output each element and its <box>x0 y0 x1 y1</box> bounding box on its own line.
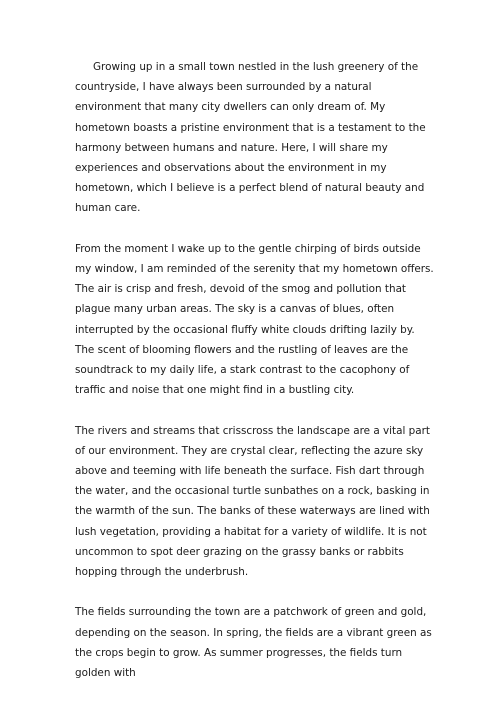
document-body <box>75 57 435 703</box>
paragraph-3: The rivers and streams that crisscross the landscape are a vital part of our environment. They are crystal clear, reflecting the azure sky above and teeming with life beneath the surface. Fish dart through the water, and the occasional turtle sunbathes on a rock, basking in the warmth of the sun. The banks of these waterways are lined with lush vegetation, providing a habitat for a variety of wildlife. It is not uncommon to spot deer grazing on the grassy banks or rabbits hopping through the underbrush. <box>75 424 430 579</box>
paragraph-1: Growing up in a small town nestled in the lush greenery of the countryside, I have always been surrounded by a natural environment that many city dwellers can only dream of. My hometown boasts a pristine environment that is a testament to the harmony between humans and nature. Here, I will share my experiences and observations about the environment in my hometown, which I believe is a perfect blend of natural beauty and human care. <box>75 61 426 215</box>
paragraph-2: From the moment I wake up to the gentle chirping of birds outside my window, I am reminded of the serenity that my hometown offers. The air is crisp and fresh, devoid of the smog and pollution that plague many urban areas. The sky is a canvas of blues, often interrupted by the occasional fluffy white clouds drifting lazily by. The scent of blooming flowers and the rustling of leaves are the soundtrack to my daily life, a stark contrast to the cacophony of traffic and noise that one might find in a bustling city. <box>75 242 434 397</box>
paragraph-4: The fields surrounding the town are a patchwork of green and gold, depending on the season. In spring, the fields are a vibrant green as the crops begin to grow. As summer progresses, the fields turn golden with <box>75 606 432 680</box>
